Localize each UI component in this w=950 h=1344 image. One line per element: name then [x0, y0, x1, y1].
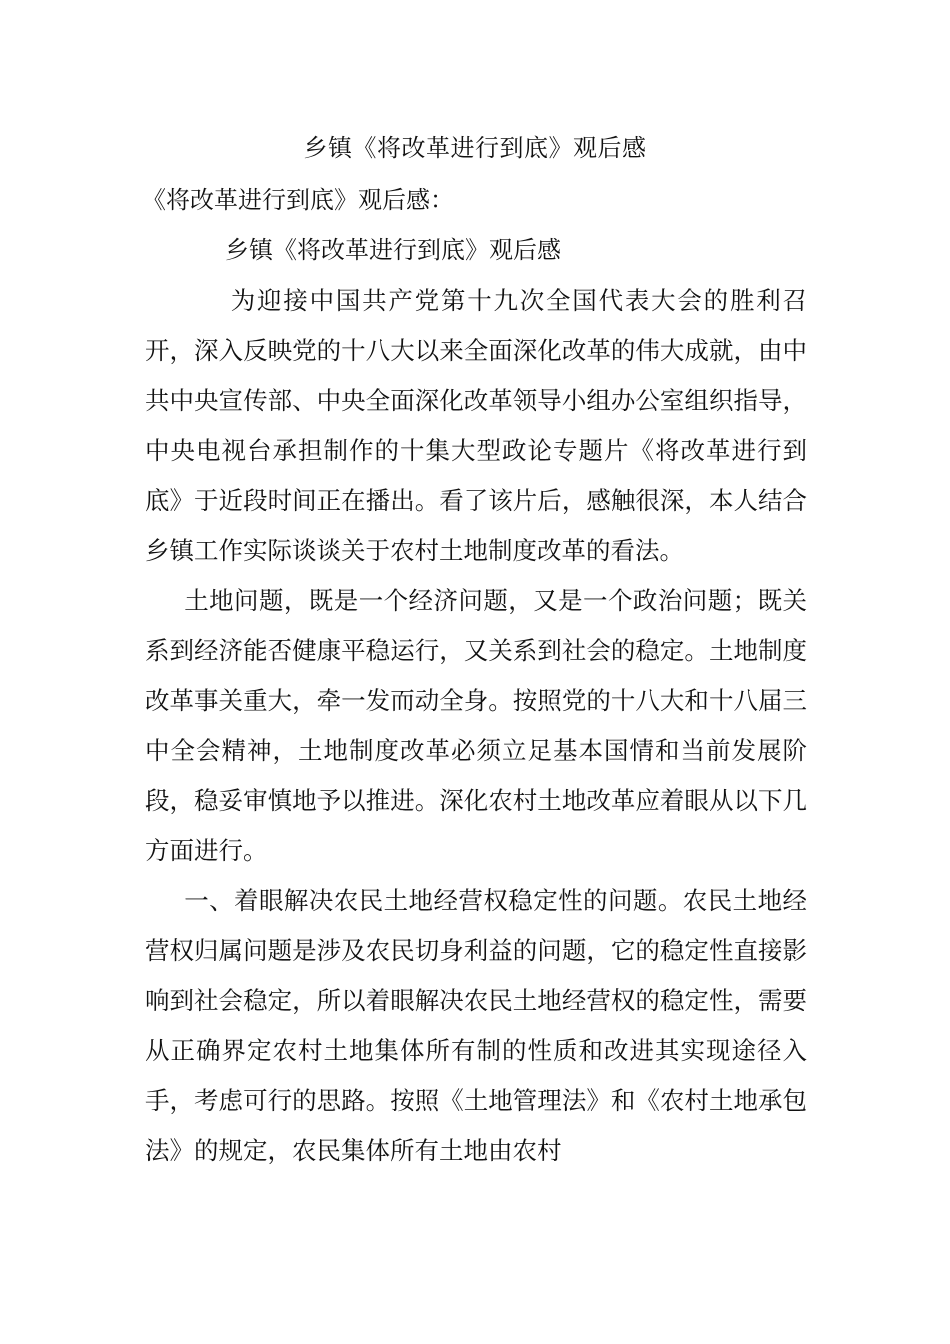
document-title: 乡镇《将改革进行到底》观后感	[303, 134, 647, 162]
paragraph-land-issue: 土地问题，既是一个经济问题，又是一个政治问题；既关系到经济能否健康平稳运行，又关系到社会的稳定。土地制度改革事关重大，牵一发而动全身。按照党的十八大和十八届三中全会精神，土地制度改革必须立足基本国情和当前发展阶段，稳妥审慎地予以推进。深化农村土地改革应着眼从以下几方面进行。	[145, 586, 807, 865]
document-subtitle: 《将改革进行到底》观后感：	[142, 186, 454, 214]
paragraph-point-one: 一、着眼解决农民土地经营权稳定性的问题。农民土地经营权归属问题是涉及农民切身利益的问题，它的稳定性直接影响到社会稳定，所以着眼解决农民土地经营权的稳定性，需要从正确界定农村土地集体所有制的性质和改进其实现途径入手，考虑可行的思路。按照《土地管理法》和《农村土地承包法》的规定，农民集体所有土地由农村	[145, 886, 807, 1165]
paragraph-intro: 为迎接中国共产党第十九次全国代表大会的胜利召开，深入反映党的十八大以来全面深化改革的伟大成就，由中共中央宣传部、中央全面深化改革领导小组办公室组织指导，中央电视台承担制作的十集大型政论专题片《将改革进行到底》于近段时间正在播出。看了该片后，感触很深，本人结合乡镇工作实际谈谈关于农村土地制度改革的看法。	[145, 286, 807, 565]
document-body	[145, 276, 807, 1176]
document-subheading: 乡镇《将改革进行到底》观后感	[225, 236, 561, 264]
